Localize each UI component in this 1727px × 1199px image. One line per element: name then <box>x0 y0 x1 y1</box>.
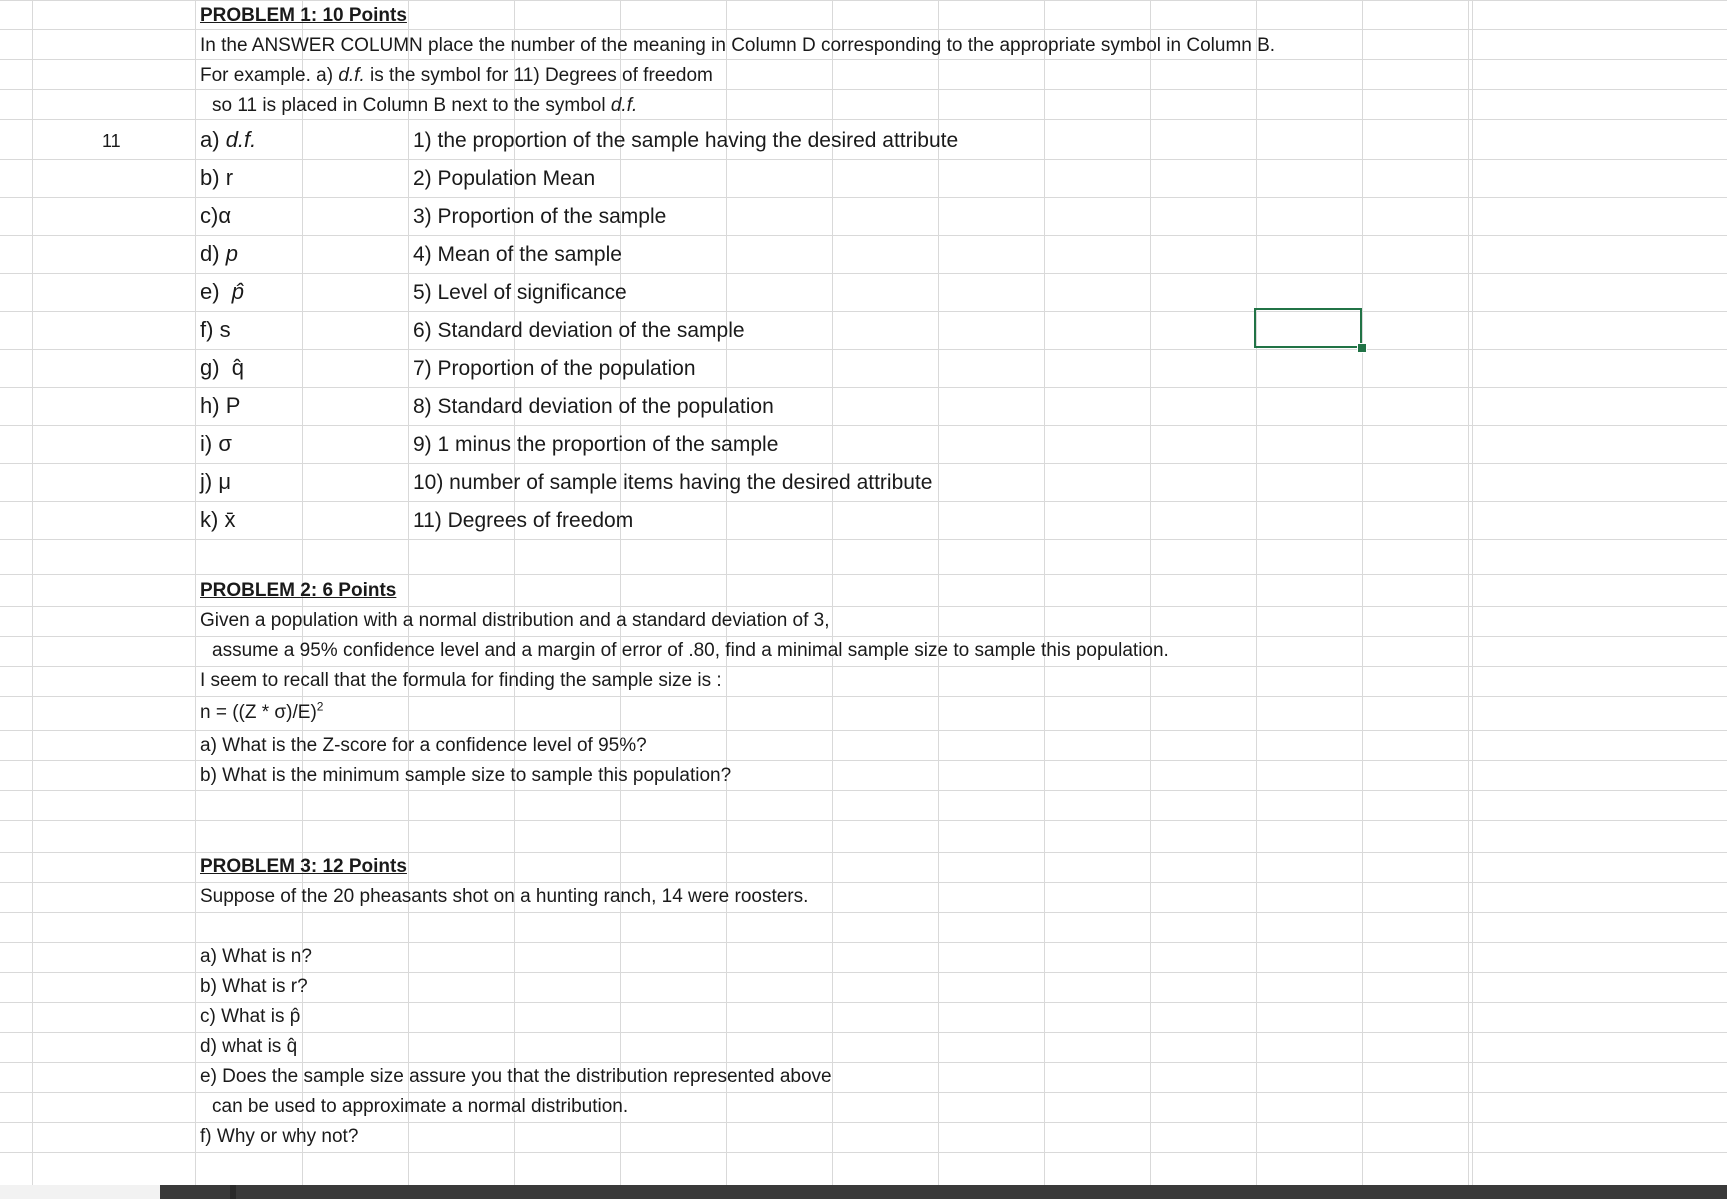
row-gridline <box>0 790 1727 791</box>
tab-separator <box>230 1185 236 1199</box>
symbol-value: s <box>219 317 231 342</box>
symbol-label: h) <box>200 393 226 418</box>
symbol-label: b) <box>200 165 226 190</box>
meaning-cell[interactable]: 6) Standard deviation of the sample <box>413 319 745 342</box>
column-gridline <box>1472 0 1473 1185</box>
meaning-cell[interactable]: 5) Level of significance <box>413 281 627 304</box>
fill-handle[interactable] <box>1357 343 1367 353</box>
symbol-label: d) <box>200 241 226 266</box>
row-gridline <box>0 606 1727 607</box>
formula-exponent: 2 <box>316 699 324 714</box>
symbol-label: f) <box>200 317 220 342</box>
problem2-line2[interactable]: assume a 95% confidence level and a margin of error of .80, find a minimal sample size to sample this population. <box>212 640 1169 661</box>
symbol-cell[interactable] <box>200 165 233 191</box>
problem3-title[interactable]: PROBLEM 3: 12 Points <box>200 856 407 877</box>
problem1-note[interactable] <box>212 95 637 117</box>
column-gridline <box>726 0 727 1185</box>
problem3-question[interactable]: b) What is r? <box>200 976 308 997</box>
symbol-value: P <box>225 393 241 418</box>
row-gridline <box>0 539 1727 540</box>
row-gridline <box>0 1152 1727 1153</box>
row-gridline <box>0 730 1727 731</box>
symbol-cell[interactable] <box>200 507 235 533</box>
symbol-label: a) <box>200 127 226 152</box>
symbol-value: α <box>218 203 232 228</box>
problem2-line3[interactable]: I seem to recall that the formula for finding the sample size is : <box>200 670 722 691</box>
symbol-cell[interactable] <box>200 203 231 229</box>
problem2-title[interactable]: PROBLEM 2: 6 Points <box>200 580 397 601</box>
row-gridline <box>0 197 1727 198</box>
symbol-label: i) <box>200 431 219 456</box>
meaning-cell[interactable]: 11) Degrees of freedom <box>413 509 634 532</box>
problem1-example[interactable] <box>200 65 713 87</box>
problem2-line1[interactable]: Given a population with a normal distribution and a standard deviation of 3, <box>200 610 830 631</box>
column-gridline <box>32 0 33 1185</box>
symbol-value: q̂ <box>231 355 245 380</box>
column-gridline <box>1150 0 1151 1185</box>
row-gridline <box>0 882 1727 883</box>
note-prefix: so 11 is placed in Column B next to the symbol <box>212 95 611 116</box>
meaning-cell[interactable]: 9) 1 minus the proportion of the sample <box>413 433 779 456</box>
meaning-cell[interactable]: 4) Mean of the sample <box>413 243 622 266</box>
symbol-label: k) <box>200 507 225 532</box>
row-gridline <box>0 1122 1727 1123</box>
problem3-question[interactable]: c) What is p̂ <box>200 1006 301 1027</box>
row-gridline <box>0 760 1727 761</box>
selected-cell[interactable] <box>1254 308 1362 348</box>
problem2-question-b[interactable]: b) What is the minimum sample size to sample this population? <box>200 765 732 786</box>
column-gridline <box>620 0 621 1185</box>
row-gridline <box>0 463 1727 464</box>
symbol-label: j) <box>200 469 219 494</box>
row-gridline <box>0 0 1727 1</box>
symbol-cell[interactable] <box>200 241 238 267</box>
meaning-cell[interactable]: 1) the proportion of the sample having the desired attribute <box>413 129 959 152</box>
formula-text: n = ((Z * σ)/E) <box>200 702 317 723</box>
symbol-cell[interactable] <box>200 317 231 343</box>
column-gridline <box>195 0 196 1185</box>
problem3-question[interactable]: e) Does the sample size assure you that the distribution represented above <box>200 1066 832 1087</box>
row-gridline <box>0 29 1727 30</box>
row-gridline <box>0 574 1727 575</box>
problem3-question[interactable]: a) What is n? <box>200 946 312 967</box>
row-gridline <box>0 1062 1727 1063</box>
column-gridline <box>1362 0 1363 1185</box>
row-gridline <box>0 972 1727 973</box>
problem3-intro[interactable]: Suppose of the 20 pheasants shot on a hunting ranch, 14 were roosters. <box>200 886 809 907</box>
meaning-cell[interactable]: 8) Standard deviation of the population <box>413 395 774 418</box>
problem2-question-a[interactable]: a) What is the Z-score for a confidence level of 95%? <box>200 735 647 756</box>
symbol-cell[interactable] <box>200 127 256 153</box>
example-symbol: d.f. <box>338 65 365 86</box>
meaning-cell[interactable]: 10) number of sample items having the desired attribute <box>413 471 933 494</box>
row-gridline <box>0 666 1727 667</box>
symbol-label: g) <box>200 355 232 380</box>
symbol-cell[interactable] <box>200 393 240 419</box>
note-symbol: d.f. <box>610 95 638 116</box>
column-gridline <box>1044 0 1045 1185</box>
symbol-cell[interactable] <box>200 279 244 305</box>
column-gridline <box>1256 0 1257 1185</box>
problem1-title[interactable]: PROBLEM 1: 10 Points <box>200 5 407 26</box>
row-gridline <box>0 59 1727 60</box>
column-gridline <box>408 0 409 1185</box>
problem3-question[interactable]: can be used to approximate a normal distribution. <box>212 1096 629 1117</box>
column-gridline <box>938 0 939 1185</box>
row-gridline <box>0 159 1727 160</box>
row-gridline <box>0 89 1727 90</box>
column-gridline <box>1468 0 1469 1185</box>
symbol-value: σ <box>218 431 232 456</box>
row-gridline <box>0 349 1727 350</box>
row-gridline <box>0 912 1727 913</box>
row-gridline <box>0 696 1727 697</box>
symbol-value: x̄ <box>224 507 236 532</box>
row-gridline <box>0 387 1727 388</box>
column-gridline <box>832 0 833 1185</box>
row-gridline <box>0 235 1727 236</box>
symbol-value: p <box>225 241 238 266</box>
symbol-cell[interactable] <box>200 431 232 457</box>
row-gridline <box>0 1032 1727 1033</box>
meaning-cell[interactable]: 7) Proportion of the population <box>413 357 696 380</box>
symbol-cell[interactable] <box>200 355 244 381</box>
row-gridline <box>0 1092 1727 1093</box>
row-gridline <box>0 852 1727 853</box>
row-gridline <box>0 820 1727 821</box>
sheet-tab-bar <box>0 1185 1727 1199</box>
symbol-value: μ <box>218 469 232 494</box>
example-suffix: is the symbol for 11) Degrees of freedom <box>364 65 713 86</box>
symbol-value: r <box>225 165 234 190</box>
row-gridline <box>0 501 1727 502</box>
problem3-question[interactable]: f) Why or why not? <box>200 1126 359 1147</box>
row-gridline <box>0 942 1727 943</box>
meaning-cell[interactable]: 2) Population Mean <box>413 167 596 190</box>
row-gridline <box>0 273 1727 274</box>
row-gridline <box>0 425 1727 426</box>
row-gridline <box>0 311 1727 312</box>
row-gridline <box>0 119 1727 120</box>
symbol-cell[interactable] <box>200 469 231 495</box>
symbol-label: e) <box>200 279 232 304</box>
symbol-label: c) <box>200 203 219 228</box>
problem1-instruction[interactable]: In the ANSWER COLUMN place the number of the meaning in Column D corresponding to the appropriate symbol in Column B. <box>200 35 1276 56</box>
symbol-value: d.f. <box>225 127 257 152</box>
problem3-question[interactable]: d) what is q̂ <box>200 1036 298 1057</box>
row-gridline <box>0 1002 1727 1003</box>
answer-cell[interactable]: 11 <box>102 131 121 151</box>
symbol-value: p̂ <box>231 279 245 304</box>
row-gridline <box>0 636 1727 637</box>
meaning-cell[interactable]: 3) Proportion of the sample <box>413 205 667 228</box>
example-prefix: For example. a) <box>200 65 339 86</box>
sheet-tab[interactable] <box>0 1185 160 1199</box>
problem2-formula[interactable] <box>200 699 324 724</box>
